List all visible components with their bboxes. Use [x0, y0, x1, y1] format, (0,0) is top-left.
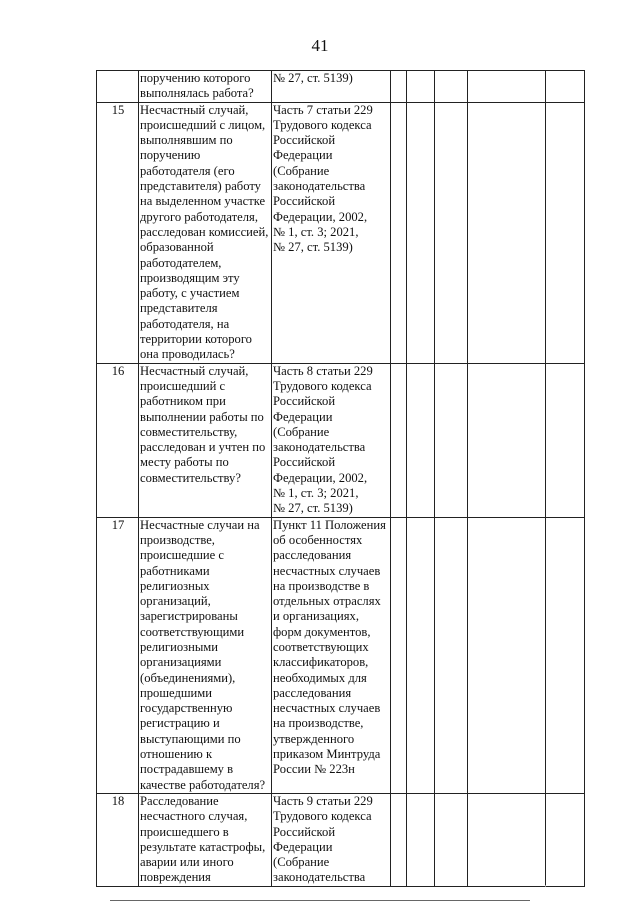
table-row [97, 363, 585, 517]
answer-cell [546, 517, 585, 793]
answer-cell [546, 793, 585, 886]
answer-cell [407, 71, 435, 103]
page-number: 41 [311, 36, 329, 55]
answer-cell [435, 71, 468, 103]
answer-cell [435, 793, 468, 886]
checklist-table [96, 70, 585, 887]
row-number: 16 [97, 363, 139, 517]
answer-cell [391, 363, 407, 517]
answer-cell [468, 517, 546, 793]
question-cell: Несчастный случай, происшедший с лицом, выполнявшим по поручению работодателя (его представителя) работу на выделенном участке другого работодателя, расследован комиссией, образованной работодателем, производящим эту работу, с участием представителя работодателя, на территории которого она проводилась? [139, 102, 272, 363]
answer-cell [435, 102, 468, 363]
row-number: 18 [97, 793, 139, 886]
question-cell: поручению которого выполнялась работа? [139, 71, 272, 103]
row-number: 17 [97, 517, 139, 793]
question-cell: Расследование несчастного случая, происшедшего в результате катастрофы, аварии или иного повреждения [139, 793, 272, 886]
answer-cell [468, 102, 546, 363]
row-number [97, 71, 139, 103]
answer-cell [546, 363, 585, 517]
answer-cell [391, 793, 407, 886]
answer-cell [391, 71, 407, 103]
question-cell: Несчастный случай, происшедший с работником при выполнении работы по совместительству, расследован и учтен по месту работы по совместительству? [139, 363, 272, 517]
reference-cell: № 27, ст. 5139) [272, 71, 391, 103]
table-row [97, 517, 585, 793]
answer-cell [407, 102, 435, 363]
question-cell: Несчастные случаи на производстве, происшедшие с работниками религиозных организаций, зарегистрированы соответствующими религиозными организациями (объединениями), прошедшими государственную регистрацию и выступающими по отношению к пострадавшему в качестве работодателя? [139, 517, 272, 793]
answer-cell [391, 102, 407, 363]
answer-cell [468, 363, 546, 517]
table-row [97, 71, 585, 103]
answer-cell [435, 363, 468, 517]
answer-cell [468, 793, 546, 886]
footer-rule [110, 900, 530, 901]
table-row [97, 793, 585, 886]
table-row [97, 102, 585, 363]
reference-cell: Часть 9 статьи 229 Трудового кодекса Российской Федерации (Собрание законодательства [272, 793, 391, 886]
answer-cell [546, 71, 585, 103]
answer-cell [407, 517, 435, 793]
scan-mark [545, 885, 546, 887]
answer-cell [391, 517, 407, 793]
answer-cell [546, 102, 585, 363]
reference-cell: Часть 8 статьи 229 Трудового кодекса Российской Федерации (Собрание законодательства Российской Федерации, 2002, № 1, ст. 3; 2021, № 27, ст. 5139) [272, 363, 391, 517]
answer-cell [407, 363, 435, 517]
reference-cell: Часть 7 статьи 229 Трудового кодекса Российской Федерации (Собрание законодательства Российской Федерации, 2002, № 1, ст. 3; 2021, № 27, ст. 5139) [272, 102, 391, 363]
row-number: 15 [97, 102, 139, 363]
answer-cell [468, 71, 546, 103]
answer-cell [435, 517, 468, 793]
answer-cell [407, 793, 435, 886]
reference-cell: Пункт 11 Положения об особенностях расследования несчастных случаев на производстве в отдельных отраслях и организациях, форм документов, соответствующих классификаторов, необходимых для расследования несчастных случаев на производстве, утвержденного приказом Минтруда России № 223н [272, 517, 391, 793]
